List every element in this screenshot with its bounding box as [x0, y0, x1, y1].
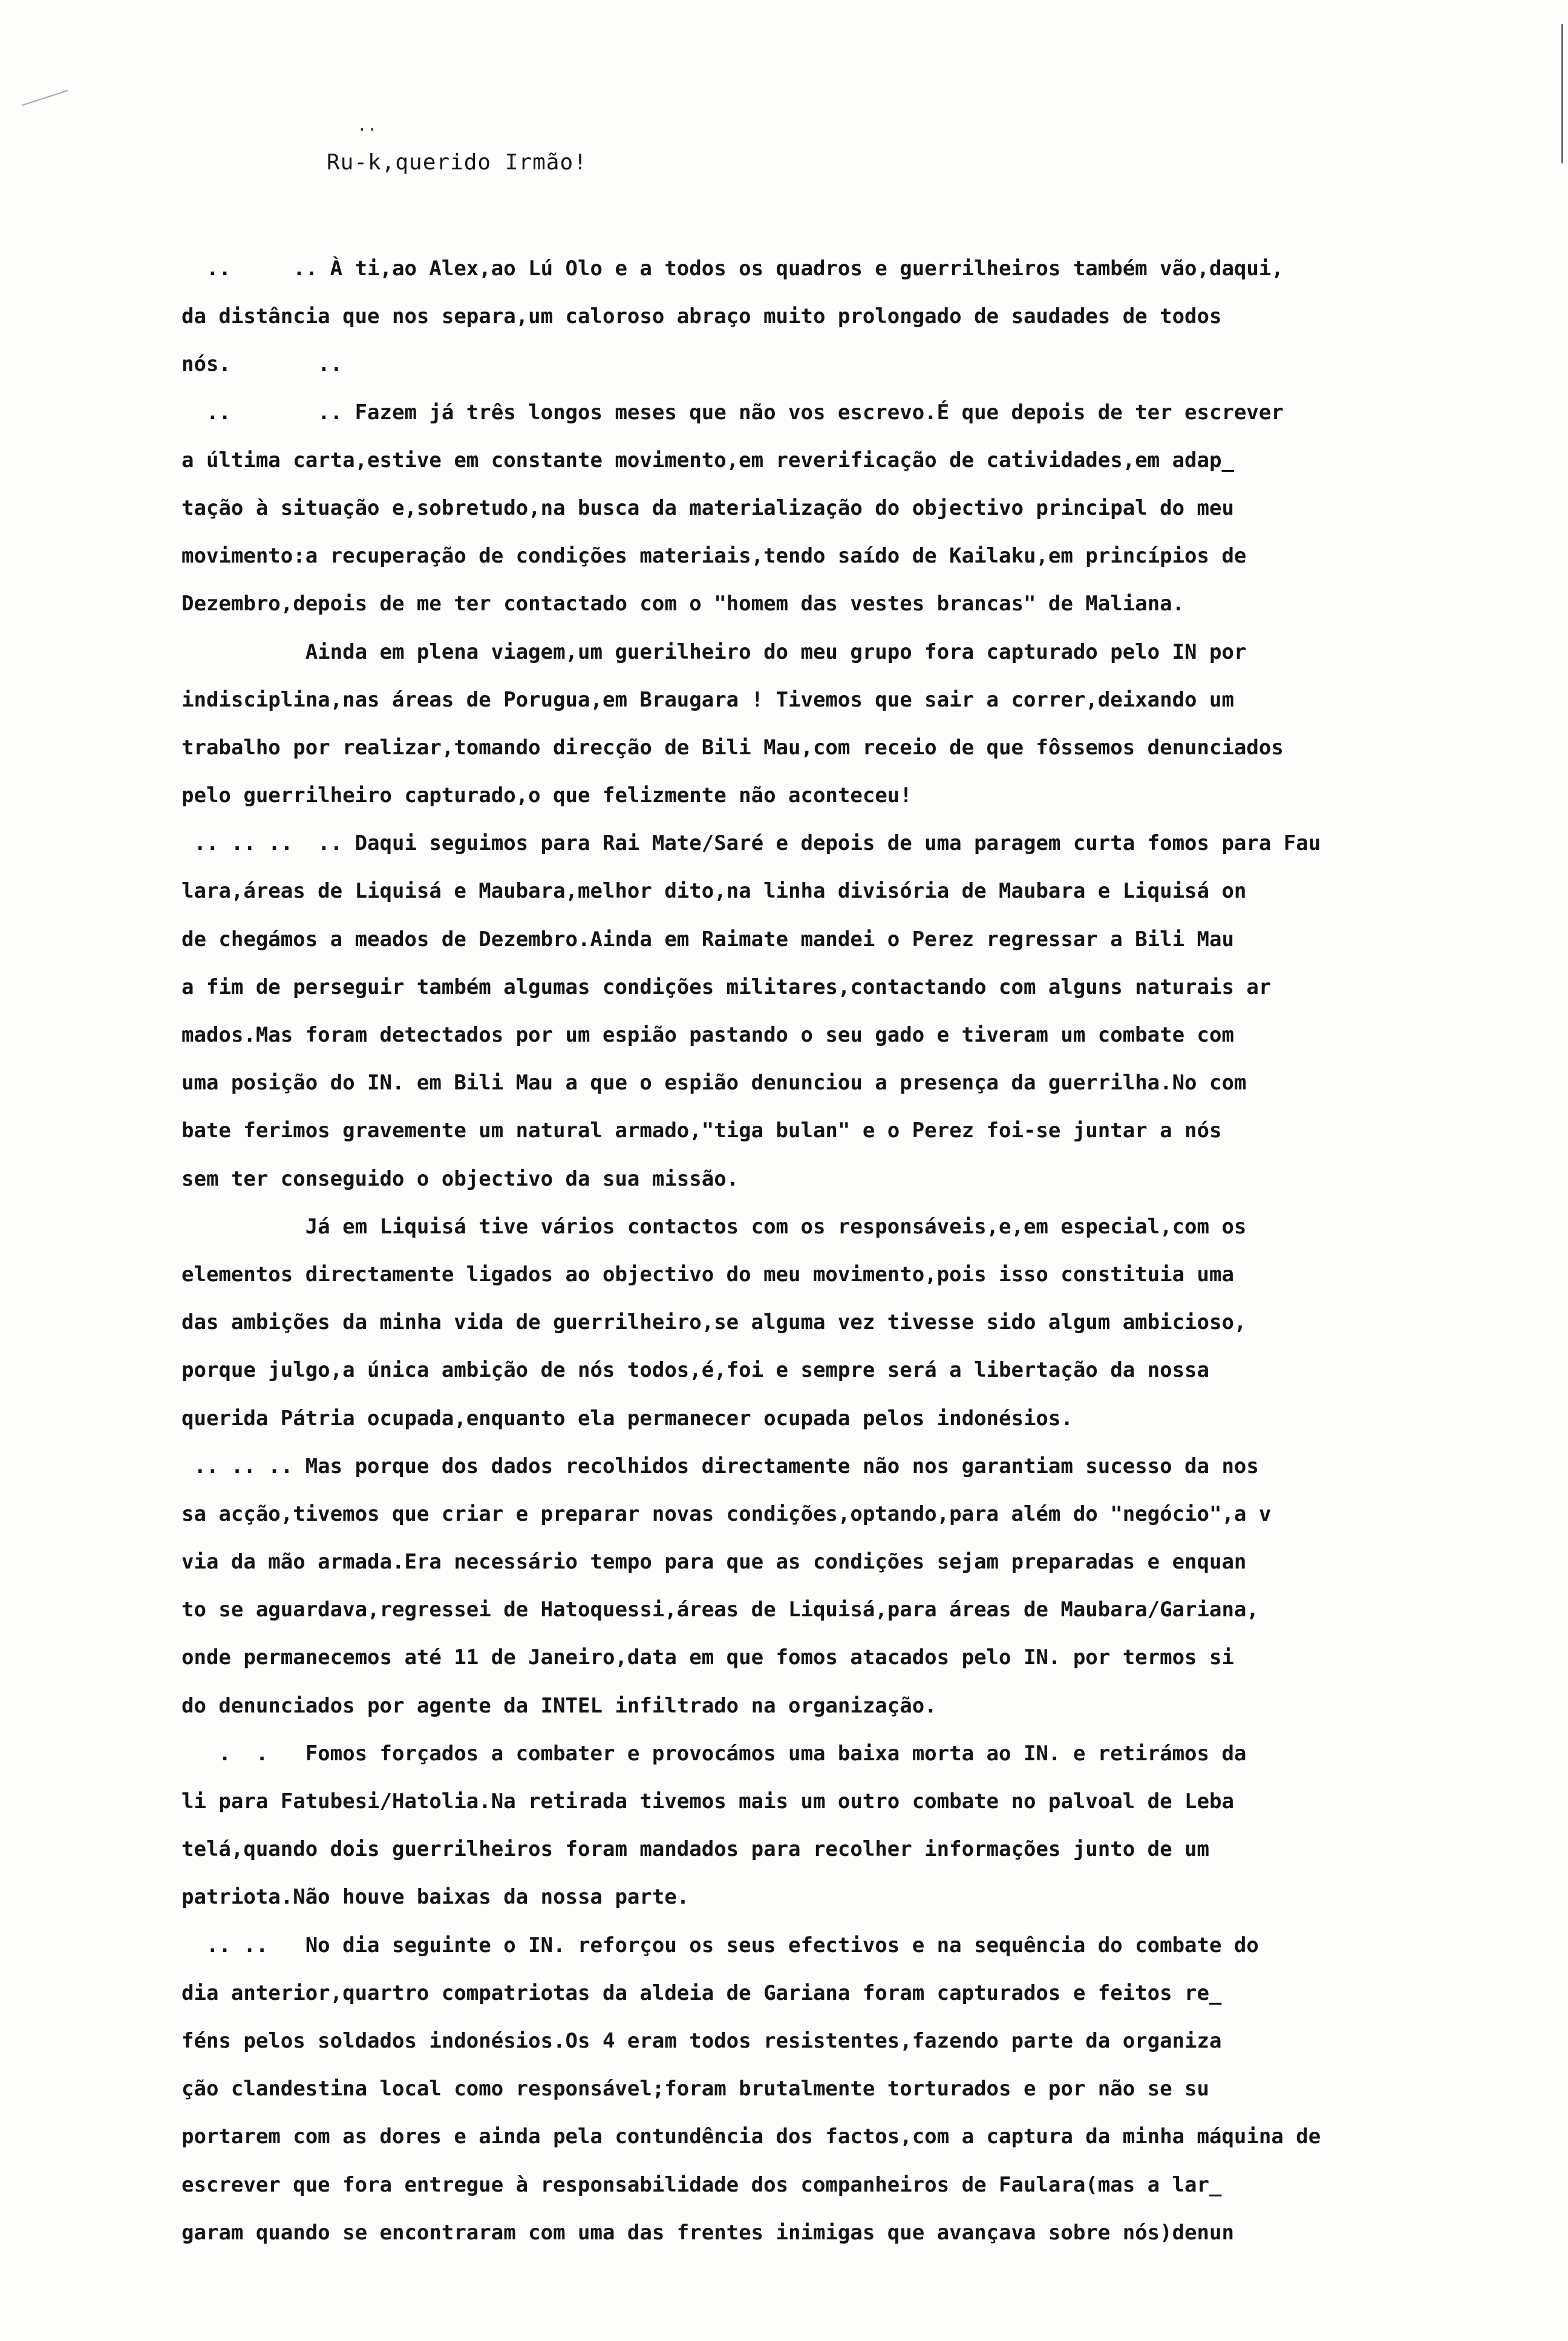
- letter-line: ção clandestina local como responsável;foram brutalmente torturados e por não se su: [181, 2077, 1209, 2101]
- letter-greeting: Ru-k,querido Irmão!: [327, 150, 587, 175]
- letter-line: lara,áreas de Liquisá e Maubara,melhor dito,na linha divisória de Maubara e Liquisá on: [181, 879, 1247, 904]
- letter-line: . . Fomos forçados a combater e provocámos uma baixa morta ao IN. e retirámos da: [181, 1741, 1247, 1766]
- letter-body: [181, 245, 1494, 2257]
- letter-line: movimento:a recuperação de condições materiais,tendo saído de Kailaku,em princípios de: [181, 544, 1247, 569]
- margin-dots: ..: [357, 115, 377, 135]
- letter-line: dia anterior,quartro compatriotas da aldeia de Gariana foram capturados e feitos re_: [181, 1980, 1222, 2005]
- letter-line: porque julgo,a única ambição de nós todos,é,foi e sempre será a libertação da nossa: [181, 1358, 1209, 1383]
- letter-line: .. .. À ti,ao Alex,ao Lú Olo e a todos os quadros e guerrilheiros também vão,daqui,: [181, 256, 1284, 281]
- letter-line: querida Pátria ocupada,enquanto ela permanecer ocupada pelos indonésios.: [181, 1406, 1073, 1431]
- letter-line: pelo guerrilheiro capturado,o que felizmente não aconteceu!: [181, 783, 912, 808]
- letter-line: .. .. .. Mas porque dos dados recolhidos directamente não nos garantiam sucesso da nos: [181, 1454, 1259, 1478]
- letter-line: patriota.Não houve baixas da nossa parte.: [181, 1885, 690, 1910]
- letter-line: bate ferimos gravemente um natural armado,"tiga bulan" e o Perez foi-se juntar a nós: [181, 1118, 1222, 1143]
- letter-line: sa acção,tivemos que criar e preparar novas condições,optando,para além do "negócio",a v: [181, 1501, 1272, 1526]
- letter-line: .. .. Fazem já três longos meses que não vos escrevo.É que depois de ter escrever: [181, 400, 1284, 425]
- letter-line: escrever que fora entregue à responsabilidade dos companheiros de Faulara(mas a lar_: [181, 2172, 1222, 2197]
- letter-line: sem ter conseguido o objectivo da sua missão.: [181, 1166, 739, 1191]
- corner-pencil-mark: [21, 90, 75, 129]
- letter-line: das ambições da minha vida de guerrilheiro,se alguma vez tivesse sido algum ambicioso,: [181, 1310, 1247, 1335]
- letter-line: uma posição do IN. em Bili Mau a que o espião denunciou a presença da guerrilha.No com: [181, 1071, 1247, 1095]
- letter-line: da distância que nos separa,um caloroso abraço muito prolongado de saudades de todos: [181, 304, 1222, 329]
- letter-line: telá,quando dois guerrilheiros foram mandados para recolher informações junto de um: [181, 1837, 1209, 1862]
- letter-line: elementos directamente ligados ao objectivo do meu movimento,pois isso constituia uma: [181, 1262, 1234, 1287]
- letter-line: to se aguardava,regressei de Hatoquessi,áreas de Liquisá,para áreas de Maubara/Gariana,: [181, 1598, 1259, 1622]
- page-edge-mark: [1561, 24, 1563, 163]
- letter-line: trabalho por realizar,tomando direcção de Bili Mau,com receio de que fôssemos denunciados: [181, 735, 1284, 760]
- letter-line: indisciplina,nas áreas de Porugua,em Braugara ! Tivemos que sair a correr,deixando um: [181, 687, 1234, 712]
- letter-line: a última carta,estive em constante movimento,em reverificação de catividades,em adap_: [181, 448, 1234, 472]
- letter-line: li para Fatubesi/Hatolia.Na retirada tivemos mais um outro combate no palvoal de Leba: [181, 1789, 1234, 1814]
- letter-line: do denunciados por agente da INTEL infiltrado na organização.: [181, 1693, 937, 1718]
- letter-line: a fim de perseguir também algumas condições militares,contactando com alguns naturais ar: [181, 975, 1272, 999]
- letter-line: portarem com as dores e ainda pela contundência dos factos,com a captura da minha máquina de: [181, 2124, 1321, 2149]
- letter-line: .. .. No dia seguinte o IN. reforçou os seus efectivos e na sequência do combate do: [181, 1933, 1259, 1957]
- letter-line: Dezembro,depois de me ter contactado com o "homem das vestes brancas" de Maliana.: [181, 592, 1185, 616]
- letter-line: Ainda em plena viagem,um guerilheiro do meu grupo fora capturado pelo IN por: [181, 639, 1247, 664]
- letter-line: tação à situação e,sobretudo,na busca da materialização do objectivo principal do meu: [181, 495, 1234, 520]
- letter-line: féns pelos soldados indonésios.Os 4 eram todos resistentes,fazendo parte da organiza: [181, 2028, 1222, 2053]
- letter-line: mados.Mas foram detectados por um espião pastando o seu gado e tiveram um combate com: [181, 1023, 1234, 1047]
- letter-line: .. .. .. .. Daqui seguimos para Rai Mate/Saré e depois de uma paragem curta fomos para Fau: [181, 831, 1321, 856]
- letter-line: via da mão armada.Era necessário tempo para que as condições sejam preparadas e enquan: [181, 1550, 1247, 1575]
- letter-line: de chegámos a meados de Dezembro.Ainda em Raimate mandei o Perez regressar a Bili Mau: [181, 927, 1234, 952]
- letter-line: Já em Liquisá tive vários contactos com os responsáveis,e,em especial,com os: [181, 1214, 1247, 1239]
- letter-line: nós. ..: [181, 352, 343, 377]
- letter-line: garam quando se encontraram com uma das frentes inimigas que avançava sobre nós)denun: [181, 2220, 1234, 2245]
- letter-line: onde permanecemos até 11 de Janeiro,data em que fomos atacados pelo IN. por termos si: [181, 1645, 1234, 1670]
